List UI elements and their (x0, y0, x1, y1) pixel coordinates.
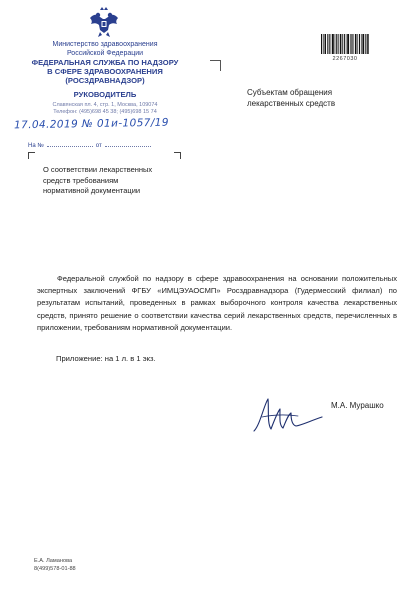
subject-line-3: нормативной документации (43, 186, 141, 195)
subject-line-2: средств требованиям (43, 175, 119, 185)
agency-letterhead (20, 40, 190, 116)
reference-number-line (28, 140, 154, 149)
letter-body-text: Федеральной службой по надзору в сфере здравоохранения на основании положительных экспертных заключений ФГБУ «ИМЦЭУАОСМП» Росздравнадзора (Гудермесский филиал) по результатам испытаний, проведенных в рамках выборочного контроля качества лекарственных средств, принято решение о соответствии качества серий лекарственных средств, перечисленных в приложении, требованиям нормативной документации. (37, 274, 397, 332)
barcode (321, 34, 369, 54)
handwritten-registration-number: 17.04.2019 № 01и-1057/19 (13, 116, 170, 132)
executor-block (34, 557, 76, 573)
address-line: Славянская пл. 4, стр. 1, Москва, 109074 (52, 102, 158, 108)
ref-number-blank (47, 140, 93, 147)
ministry-name-line-2: Российской Федерации (66, 50, 144, 57)
attachment-note: Приложение: на 1 л. в 1 экз. (56, 354, 156, 363)
letter-body (37, 273, 397, 334)
ref-from-label: от (95, 143, 102, 149)
subject-heading (43, 165, 152, 197)
address-window-corner-mark (210, 60, 221, 71)
signer-name: М.А. Мурашко (331, 401, 384, 410)
executor-name: Е.А. Ламанова (34, 558, 73, 564)
barcode-number: 2267030 (332, 56, 358, 62)
subject-bracket-left (28, 152, 35, 159)
subject-bracket-right (174, 152, 181, 159)
ministry-name-line-1: Министерство здравоохранения (52, 41, 158, 48)
recipient-block (247, 87, 335, 109)
position-title: РУКОВОДИТЕЛЬ (73, 90, 137, 99)
agency-name-line-2: В СФЕРЕ ЗДРАВООХРАНЕНИЯ (47, 67, 163, 76)
phone-line: Телефон: (495)698 45 38; (495)698 15 74 (53, 109, 157, 115)
double-headed-eagle-emblem-icon (86, 6, 122, 40)
handwritten-signature (250, 395, 326, 437)
ref-number-label: На № (28, 143, 44, 149)
recipient-line-1: Субъектам обращения (247, 88, 333, 97)
recipient-line-2: лекарственных средств (247, 99, 336, 108)
executor-phone: 8(499)578-01-88 (34, 566, 76, 572)
agency-name-line-3: (РОСЗДРАВНАДЗОР) (65, 76, 145, 85)
ref-date-blank (105, 140, 151, 147)
subject-line-1: О соответствии лекарственных (43, 165, 153, 174)
agency-name-line-1: ФЕДЕРАЛЬНАЯ СЛУЖБА ПО НАДЗОРУ (31, 58, 179, 67)
